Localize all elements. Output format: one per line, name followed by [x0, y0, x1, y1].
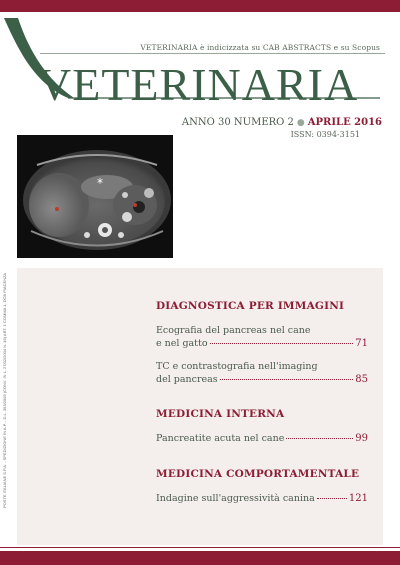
entry-leader — [156, 373, 368, 386]
bottom-bar — [0, 551, 400, 565]
dot-leader — [210, 343, 354, 344]
entry-leader — [156, 492, 368, 505]
page-number: 121 — [348, 493, 368, 504]
entry-leader — [156, 337, 368, 350]
page-number: 99 — [355, 433, 368, 444]
ct-scan-image — [17, 135, 173, 258]
issue-info — [182, 117, 382, 128]
issn: ISSN: 0394-3151 — [290, 130, 360, 139]
journal-title: VETERINARIA — [38, 59, 359, 110]
page-number: 85 — [355, 374, 368, 385]
section-title: MEDICINA INTERNA — [156, 408, 285, 420]
toc-entry[interactable] — [156, 492, 368, 505]
section-title: MEDICINA COMPORTAMENTALE — [156, 468, 360, 480]
dot-leader — [286, 438, 353, 439]
table-of-contents — [156, 300, 368, 505]
section-title: DIAGNOSTICA PER IMMAGINI — [156, 300, 345, 312]
bullet-separator-icon: ● — [296, 118, 305, 128]
toc-section — [156, 300, 368, 386]
page-number: 71 — [355, 338, 368, 349]
journal-logo — [0, 14, 400, 114]
entry-leader — [156, 432, 368, 445]
toc-entry[interactable] — [156, 324, 368, 350]
entry-title-line2: del pancreas — [156, 374, 218, 385]
postal-notice: POSTE ITALIANE S.P.A. - SPEDIZIONE IN A.P. - D.L. 353/2003 (CONV. IN L. 27/02/2004 N. 46) ART. 1 COMMA 1, DCB PIACENZA — [2, 272, 7, 508]
svg-text:*: * — [97, 176, 103, 190]
entry-title-line1: Ecografia del pancreas nel cane — [156, 325, 311, 336]
toc-entry[interactable] — [156, 360, 368, 386]
entry-title: Indagine sull'aggressività canina — [156, 493, 315, 504]
toc-section — [156, 468, 368, 505]
top-bar — [0, 0, 400, 12]
issue-number: ANNO 30 NUMERO 2 — [181, 117, 294, 128]
issue-month: APRILE 2016 — [307, 117, 382, 128]
entry-title: Pancreatite acuta nel cane — [156, 433, 285, 444]
entry-title-line2: e nel gatto — [156, 338, 208, 349]
dot-leader — [220, 379, 354, 380]
toc-section — [156, 408, 368, 445]
entry-title-line1: TC e contrastografia nell'imaging — [156, 361, 318, 372]
toc-entry[interactable] — [156, 432, 368, 445]
indexing-note: VETERINARIA è indicizzata su CAB ABSTRACTS e su Scopus — [140, 43, 380, 52]
dot-leader — [317, 498, 347, 499]
